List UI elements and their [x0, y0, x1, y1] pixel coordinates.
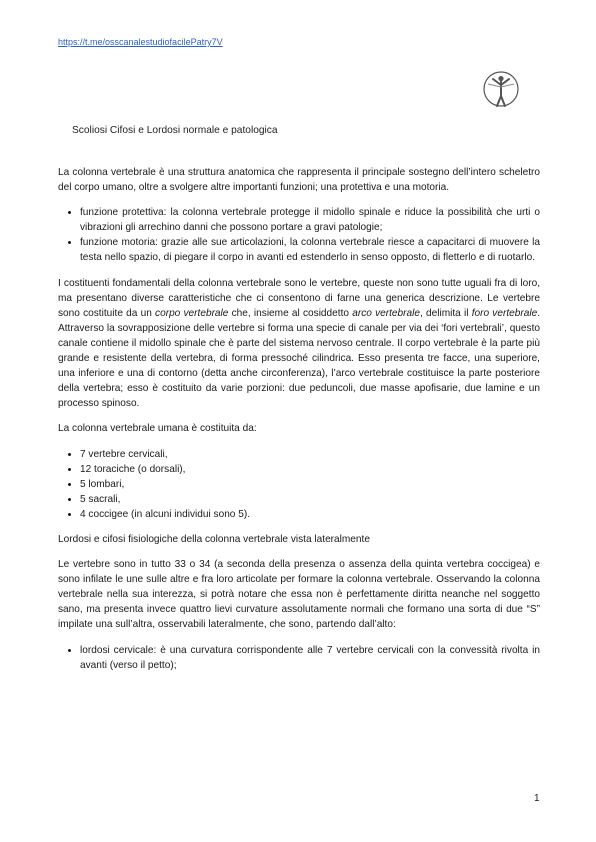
list-item: • 12 toraciche (o dorsali), [80, 462, 540, 477]
document-body [58, 165, 540, 683]
composition-list [58, 447, 540, 522]
curvatures-list [58, 643, 540, 673]
text-span: . Attraverso la sovrapposizione delle vertebre si forma una specie di canale per via dei ‘fori vertebrali’, questo canale contiene il midollo spinale che è parte del sistema nervoso centrale. Il corpo vertebrale è la parte più grande e resistente della vertebra, di forma pressoché cilindrica. Esso presenta tre facce, una superiore, una inferiore e una di contorno (detta anche circonferenza), l’arco vertebrale costituisce la parte posteriore della vertebra; esso è costituito da varie porzioni: due peduncoli, due masse apofisarie, due lamine e un processo spinoso. [58, 307, 540, 410]
functions-list [58, 205, 540, 265]
list-item: • 5 sacrali, [80, 492, 540, 507]
list-item: • 5 lombari, [80, 477, 540, 492]
text-span: I costituenti fondamentali della colonna vertebrale sono le vertebre, queste non sono tutte uguali fra di loro, ma presentano diverse caratteristiche che ci consentono di farne una generica descrizione. Le vertebre sono costituite da un [58, 277, 540, 319]
telegram-link[interactable]: https://t.me/osscanalestudiofacilePatry7V [58, 37, 223, 47]
emphasis-text: foro vertebrale [471, 307, 538, 319]
emphasis-text: arco vertebrale [352, 307, 420, 319]
curvatures-paragraph: Le vertebre sono in tutto 33 o 34 (a seconda della presenza o assenza della quinta vertebra coccigea) e sono infilate le une sulle altre e fra loro articolate per formare la colonna vertebrale. Osservando la colonna vertebrale nella sua interezza, si potrà notare che essa non è perfettamente diritta neanche nel soggetto sano, ma presenta invece quattro lievi curvature assolutamente normali che formano una sorta di due “S” impilate una sull’altra, osservabili lateralmente, che sono, partendo dall’alto: [58, 559, 540, 631]
section-heading: Lordosi e cifosi fisiologiche della colonna vertebrale vista lateralmente [58, 533, 370, 545]
page-title: Scoliosi Cifosi e Lordosi normale e patologica [72, 125, 278, 136]
text-span: , delimita il [419, 307, 472, 319]
page-number: 1 [534, 793, 540, 804]
list-item: • 7 vertebre cervicali, [80, 447, 540, 462]
list-item: • 4 coccigee (in alcuni individui sono 5). [80, 507, 540, 522]
text-span: che, insieme al cosiddetto [228, 307, 353, 319]
list-item: • lordosi cervicale: è una curvatura corrispondente alle 7 vertebre cervicali con la convessità rivolta in avanti (verso il petto); [80, 643, 540, 673]
intro-paragraph: La colonna vertebrale è una struttura anatomica che rappresenta il principale sostegno dell’intero scheletro del corpo umano, oltre a svolgere altre importanti funzioni; una protettiva e una motoria. [58, 167, 540, 194]
composition-intro: La colonna vertebrale umana è costituita da: [58, 423, 257, 435]
components-paragraph [58, 276, 540, 412]
emphasis-text: corpo vertebrale [155, 307, 229, 319]
vitruvian-figure-logo-icon [480, 66, 520, 112]
list-item: • funzione protettiva: la colonna vertebrale protegge il midollo spinale e riduce la possibilità che urti o vibrazioni gli arrechino danni che possono portare a gravi patologie; [80, 205, 540, 235]
list-item: • funzione motoria: grazie alle sue articolazioni, la colonna vertebrale riesce a capacitarci di muovere la testa nello spazio, di piegare il corpo in avanti ed estenderlo in senso opposto, di fletterlo e di ruotarlo. [80, 235, 540, 265]
